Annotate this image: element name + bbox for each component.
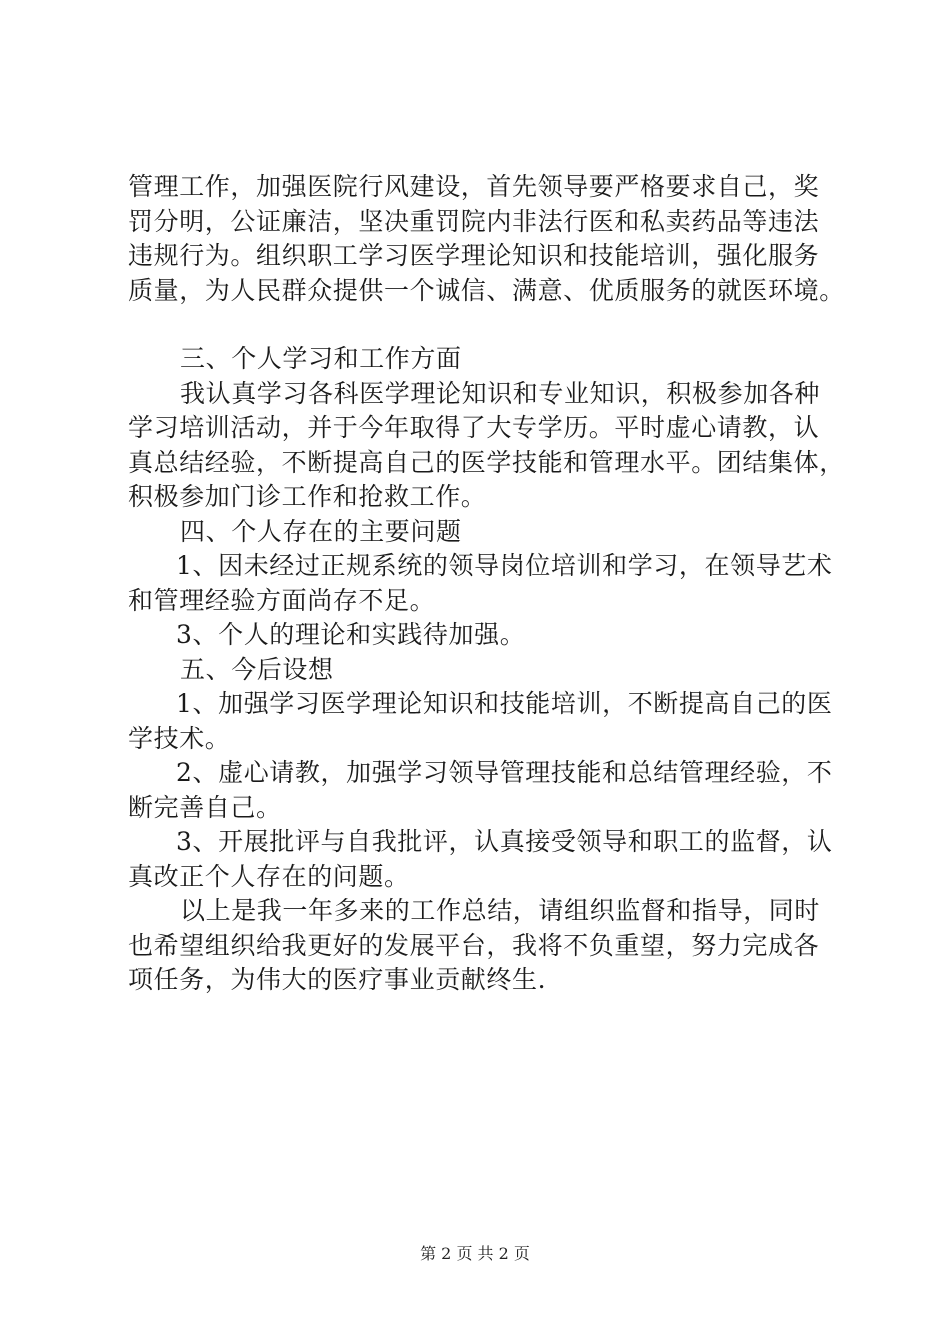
paragraph-line: 积极参加门诊工作和抢救工作。	[128, 482, 487, 511]
paragraph-line: 管理工作，加强医院行风建设，首先领导要严格要求自己，奖	[128, 172, 820, 201]
list-item-line: 断完善自己。	[128, 792, 282, 822]
paragraph-line: 罚分明，公证廉洁，坚决重罚院内非法行医和私卖药品等违法	[128, 206, 820, 236]
list-item-line: 3、个人的理论和实践待加强。	[176, 620, 526, 649]
paragraph-line: 也希望组织给我更好的发展平台，我将不负重望，努力完成各	[128, 930, 820, 960]
list-item-line: 1、因未经过正规系统的领导岗位培训和学习，在领导艺术	[176, 551, 833, 580]
list-item-line: 2、虚心请教，加强学习领导管理技能和总结管理经验，不	[176, 758, 833, 787]
section-heading-3: 三、个人学习和工作方面	[180, 344, 462, 373]
list-item-line: 1、加强学习医学理论知识和技能培训，不断提高自己的医	[176, 689, 833, 718]
section-heading-5: 五、今后设想	[180, 654, 334, 684]
paragraph-line: 项任务，为伟大的医疗事业贡献终生.	[128, 965, 547, 994]
paragraph-line: 质量，为人民群众提供一个诚信、满意、优质服务的就医环境。	[128, 275, 845, 305]
document-body	[128, 170, 848, 998]
list-item-line: 和管理经验方面尚存不足。	[128, 585, 436, 615]
paragraph-gap	[128, 308, 848, 342]
list-item-line: 3、开展批评与自我批评，认真接受领导和职工的监督，认	[176, 827, 833, 856]
list-item-line: 真改正个人存在的问题。	[128, 861, 410, 891]
section-heading-4: 四、个人存在的主要问题	[180, 516, 462, 546]
paragraph-line: 我认真学习各科医学理论知识和专业知识，积极参加各种	[180, 378, 821, 408]
paragraph-line: 真总结经验，不断提高自己的医学技能和管理水平。团结集体，	[128, 447, 845, 477]
paragraph-line: 学习培训活动，并于今年取得了大专学历。平时虚心请教，认	[128, 413, 820, 442]
list-item-line: 学技术。	[128, 723, 231, 753]
page-footer: 第 2 页 共 2 页	[420, 1244, 530, 1263]
paragraph-line: 违规行为。组织职工学习医学理论知识和技能培训，强化服务	[128, 241, 820, 270]
paragraph-line: 以上是我一年多来的工作总结，请组织监督和指导，同时	[180, 896, 821, 925]
